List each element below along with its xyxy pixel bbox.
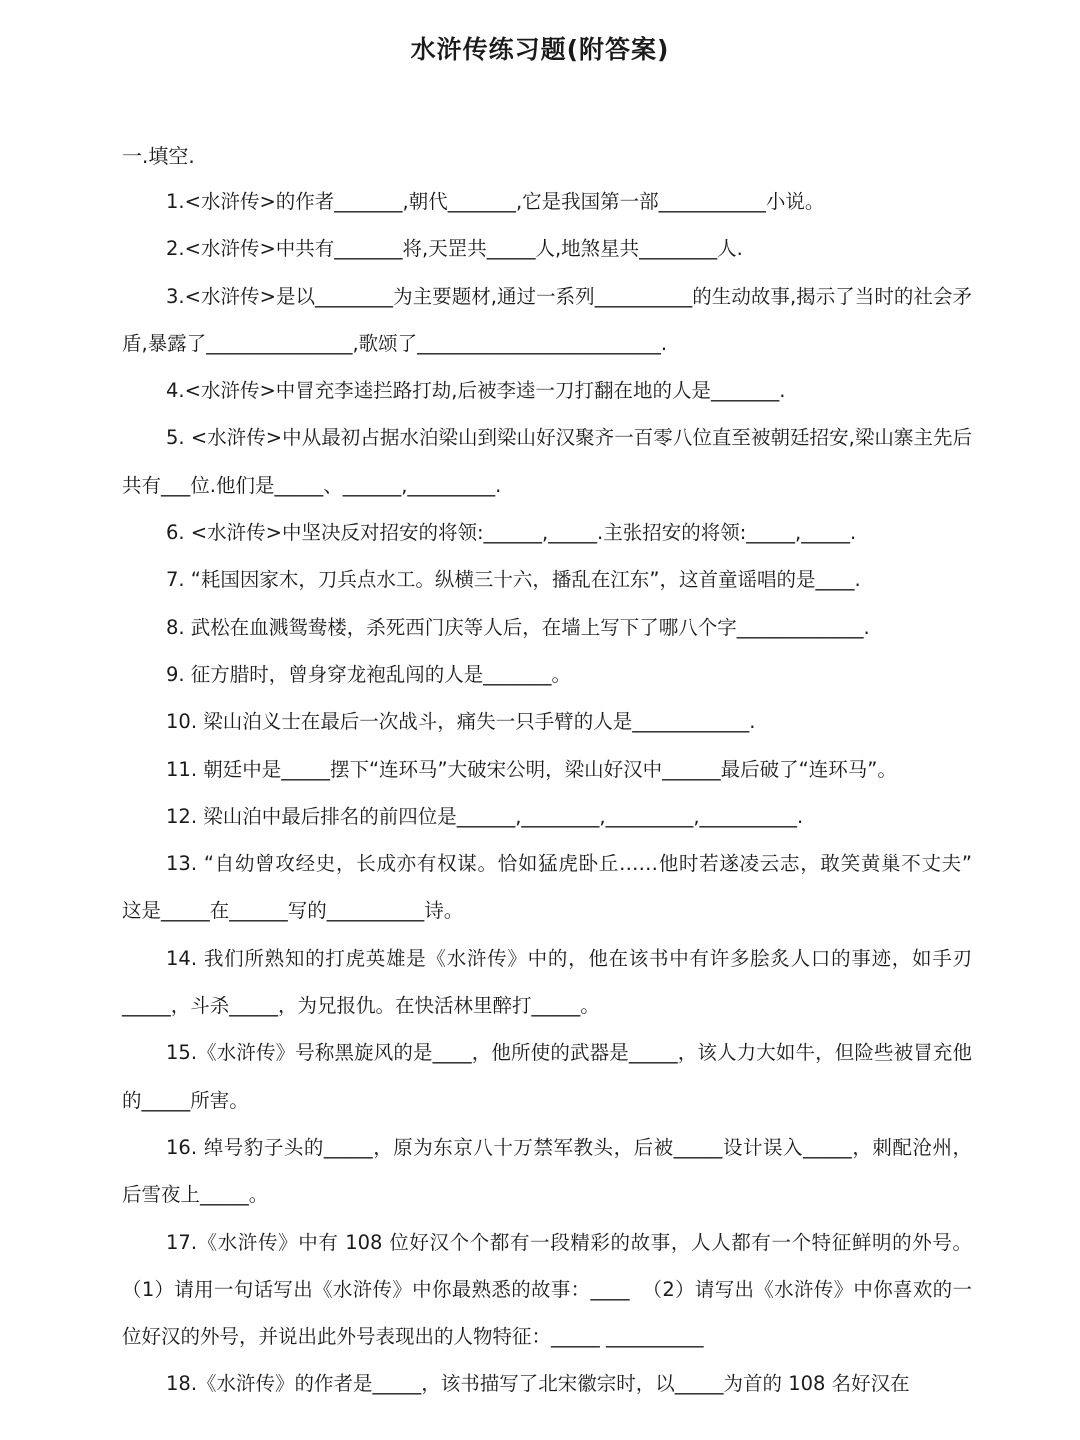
- page-title: 水浒传练习题(附答案): [410, 35, 670, 64]
- question-12: 12. 梁山泊中最后排名的前四位是______,________,_________,__________.: [166, 804, 804, 828]
- question-7: 7. “耗国因家木，刀兵点水工。纵横三十六，播乱在江东”，这首童谣唱的是____.: [166, 568, 861, 592]
- question-4: 4.<水浒传>中冒充李逵拦路打劫,后被李逵一刀打翻在地的人是_______.: [166, 379, 786, 403]
- question-18: 18.《水浒传》的作者是_____，该书描写了北宋徽宗时，以_____为首的 108 名好汉在: [166, 1372, 910, 1396]
- question-8: 8. 武松在血溅鸳鸯楼，杀死西门庆等人后，在墙上写下了哪八个字_____________.: [166, 615, 870, 639]
- question-13: 13. “自幼曾攻经史，长成亦有权谋。恰如猛虎卧丘……他时若遂凌云志，敢笑黄巢不丈夫” 这是_____在______写的__________诗。: [122, 852, 985, 923]
- question-15: 15.《水浒传》号称黑旋风的是____，他所使的武器是_____，该人力大如牛，但险些被冒充他的_____所害。: [122, 1041, 972, 1112]
- question-10: 10. 梁山泊义士在最后一次战斗，痛失一只手臂的人是____________.: [166, 710, 756, 734]
- question-6: 6. <水浒传>中坚决反对招安的将领:______,_____.主张招安的将领:_____,_____.: [166, 521, 857, 545]
- question-3: 3.<水浒传>是以________为主要题材,通过一系列__________的生动故事,揭示了当时的社会矛盾,暴露了_______________,歌颂了_________________________.: [122, 284, 972, 355]
- section-heading: 一.填空.: [122, 144, 195, 168]
- question-list: [122, 178, 985, 1408]
- question-9: 9. 征方腊时，曾身穿龙袍乱闯的人是_______。: [166, 662, 572, 686]
- question-1: 1.<水浒传>的作者_______,朝代_______,它是我国第一部___________小说。: [166, 190, 825, 213]
- question-11: 11. 朝廷中是_____摆下“连环马”大破宋公明，梁山好汉中______最后破了“连环马”。: [166, 757, 897, 781]
- question-14: 14. 我们所熟知的打虎英雄是《水浒传》中的，他在该书中有许多脍炙人口的事迹，如手刃_____，斗杀_____，为兄报仇。在快活林里醉打_____。: [122, 946, 972, 1018]
- question-16: 16. 绰号豹子头的_____，原为东京八十万禁军教头，后被_____设计误入_____，刺配沧州，后雪夜上_____。: [122, 1135, 972, 1207]
- question-2: 2.<水浒传>中共有_______将,天罡共_____人,地煞星共________人.: [166, 237, 743, 261]
- question-5: 5. <水浒传>中从最初占据水泊梁山到梁山好汉聚齐一百零八位直至被朝廷招安,梁山寨主先后共有___位.他们是_____、______,_________.: [122, 426, 972, 497]
- question-17: 17.《水浒传》中有 108 位好汉个个都有一段精彩的故事，人人都有一个特征鲜明的外号。 （1）请用一句话写出《水浒传》中你最熟悉的故事：____ （2）请写出《水浒传》中你喜欢的一位好汉的外号，并说出此外号表现出的人物特征：_____ __________: [122, 1230, 979, 1349]
